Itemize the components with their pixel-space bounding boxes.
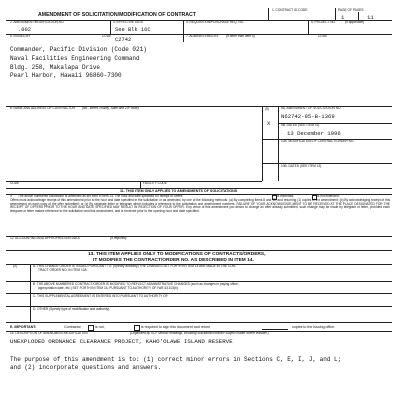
mark-9: (9) bbox=[265, 107, 269, 111]
issuer-line: Bldg. 258, Makalapa Drive bbox=[10, 64, 101, 71]
section-11-x: X bbox=[10, 194, 13, 198]
contractor-label: 8. NAME AND ADDRESS OF CONTRACTOR bbox=[10, 106, 75, 110]
issued-by-label: 6. ISSUED BY bbox=[10, 34, 31, 38]
is-required-label: is required to sign this document and return bbox=[141, 325, 211, 329]
issuer-line: Pearl Harbor, Hawaii 96860-7300 bbox=[10, 72, 122, 79]
pages-value: 11 bbox=[367, 14, 374, 21]
description-label: 14. DESCRIPTION OF AMENDMENT/MODIFICATION bbox=[10, 331, 88, 335]
project-no-label: 5. PROJECT NO. bbox=[311, 20, 336, 24]
purpose-line: The purpose of this amendment is to: (1) correct minor errors in Sections C, E, I, J, and L; bbox=[10, 356, 342, 363]
section-11-line1: The above numbered solicitation is amended as set forth in Item 14. The hour and date specified for receipt of Offers bbox=[18, 194, 183, 198]
contractor-word: Contractor bbox=[64, 325, 81, 329]
section-13-c: C. THIS SUPPLEMENTAL AGREEMENT IS ENTERED INTO PURSUANT TO AUTHORITY OF: bbox=[33, 294, 169, 298]
amendment-no-label: 2. AMENDMENT/MODIFICATION NO. bbox=[10, 20, 65, 24]
amendment-solicitation-value: N62742-95-B-1369 bbox=[281, 113, 335, 120]
section-13-title-2: IT MODIFIES THE CONTRACT/ORDER NO. AS DESCRIBED IN ITEM 14. bbox=[93, 258, 254, 263]
copies-blank[interactable] bbox=[262, 329, 288, 330]
page-label: PAGE OF PAGES bbox=[338, 8, 364, 12]
section-13-title-1: 13. THIS ITEM APPLIES ONLY TO MODIFICATIONS OF CONTRACTS/ORDERS, bbox=[88, 252, 266, 257]
section-13-b2: appropriation date, etc.) SET FORTH IN ITEM 14, PURSUANT TO AUTHORITY OF FAR 43.103(b). bbox=[38, 286, 179, 290]
x-mark: X bbox=[267, 120, 271, 127]
issued-by-code: C2742 bbox=[115, 37, 132, 43]
modification-contract-label: 10A. MODIFICATION OF CONTRACT/ORDER NO. bbox=[281, 139, 355, 143]
purpose-line: and (2) incorporate questions and answers. bbox=[10, 364, 162, 371]
effective-date-label: 3. EFFECTIVE DATE bbox=[113, 20, 144, 24]
section-13-b: B. THE ABOVE NUMBERED CONTRACT/ORDER IS MODIFIED TO REFLECT ADMINISTRATIVE CHANGES (such as changes in paying office, bbox=[33, 282, 239, 286]
contractor-code-label: CODE bbox=[10, 181, 20, 185]
contractor-suffix: (No., street, county, State and ZIP code) bbox=[82, 106, 139, 110]
project-subject: UNEXPLODED ORDNANCE CLEARANCE PROJECT, KAHO'OLAWE ISLAND RESERVE bbox=[10, 338, 233, 345]
amendment-solicitation-label: 9A. AMENDMENT OF SOLICITATION NO. bbox=[281, 106, 342, 110]
dated-9b-label: 9B. DATED (SEE ITEM 11) bbox=[281, 123, 320, 127]
issuer-line: Commander, Pacific Division (Code 021) bbox=[10, 46, 147, 53]
section-13-mark: (X) bbox=[13, 264, 18, 268]
section-13-a: A. THIS CHANGE ORDER IS ISSUED PURSUANT TO: (Specify authority) THE CHANGES SET FORTH IN ITEM 14 ARE MADE IN THE CON- bbox=[33, 264, 237, 268]
amendment-no-value: .002 bbox=[18, 27, 31, 33]
important-label: E. IMPORTANT: bbox=[10, 325, 37, 329]
accounting-label: 12. ACCOUNTING AND APPROPRIATION DATA bbox=[10, 236, 80, 240]
issuer-line: Naval Facilities Engineering Command bbox=[10, 55, 140, 62]
administered-by-label: 7. ADMINISTERED BY bbox=[186, 34, 219, 38]
dated-9b-value: 13 December 1996 bbox=[287, 130, 341, 137]
form-title: AMENDMENT OF SOLICITATION/MODIFICATION OF CONTRACT bbox=[38, 12, 196, 18]
section-11-paragraph: Offers must acknowledge receipt of this amendment prior to the hour and date specified in the solicitation or as amended, by one of the following methods: (a) By completing Items 8 and 15, and returning (1) copies of the amendment; (b) By acknowledging receipt of this amendment on each copy of the offer submitted; or (c) By separate letter or telegram which includes a reference to the solicitation and amendment numbers. FAILURE OF YOUR ACKNOWLEDGE-MENT TO BE RECEIVED AT THE PLACE DESIGNATED FOR THE RECEIPT OF OFFERS PRIOR TO THE HOUR AND DATE SPECIFIED MAY RESULT IN REJECTION OF YOUR OFFER. If by virtue of this amendment you desire to change an offer already submitted, such change may be made by telegram or letter, provided each telegram or letter makes reference to the solicitation and this amendment, and is received prior to the opening hour and date specified. bbox=[10, 198, 390, 213]
accounting-suffix: (If required) bbox=[110, 236, 127, 240]
extended-label: is extended, bbox=[277, 194, 295, 198]
copies-issuing-label: copies to the issuing office. bbox=[292, 325, 336, 329]
not-extended-label: is not extended. bbox=[317, 194, 340, 198]
section-11-title: 11. THIS ITEM ONLY APPLIES TO AMENDMENTS OF SOLICITATIONS bbox=[120, 189, 238, 193]
effective-date-value: See Blk 16C bbox=[115, 27, 151, 33]
description-suffix: (Organized by UCF section headings, including solicitation/contract subject matter where feasible.) bbox=[130, 331, 269, 335]
page-value: 1 bbox=[341, 14, 345, 21]
requisition-label: 4. REQUISITION/PURCHASE REQ. NO. bbox=[186, 20, 245, 24]
is-not-label: is not, bbox=[95, 325, 105, 329]
administered-code-label: CODE bbox=[318, 34, 328, 38]
facility-code-label: FACILITY CODE bbox=[143, 181, 167, 185]
contract-id-label: 1. CONTRACT ID CODE bbox=[272, 8, 308, 12]
project-no-suffix: (If applicable) bbox=[345, 20, 365, 24]
administered-by-suffix: (If other than Item 6) bbox=[226, 34, 255, 38]
issued-by-code-label: CODE bbox=[102, 34, 112, 38]
section-13-d: D. OTHER (Specify type of modification and authority) bbox=[33, 307, 110, 311]
section-13-a2: TRACT ORDER NO. IN ITEM 10A. bbox=[38, 268, 88, 272]
dated-10b-label: 10B. DATED (SEE ITEM 13) bbox=[281, 164, 322, 168]
